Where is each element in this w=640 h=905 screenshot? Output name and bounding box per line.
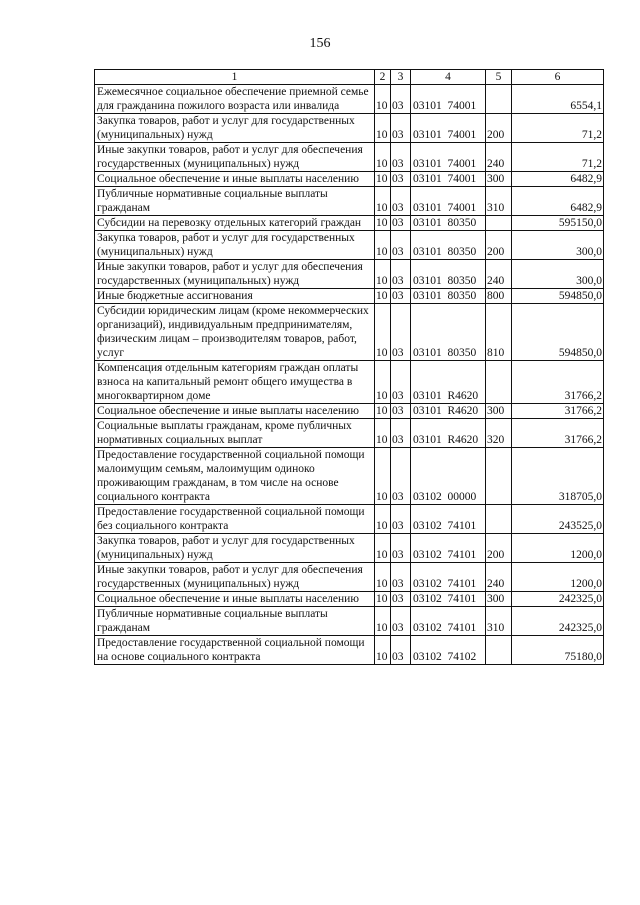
row-section: 10 bbox=[375, 534, 391, 563]
row-subsection: 03 bbox=[391, 260, 411, 289]
row-target-article: 03102 74101 bbox=[411, 563, 486, 592]
row-amount: 71,2 bbox=[512, 114, 604, 143]
row-name: Закупка товаров, работ и услуг для государственных (муниципальных) нужд bbox=[95, 534, 375, 563]
row-name: Иные закупки товаров, работ и услуг для обеспечения государственных (муниципальных) нужд bbox=[95, 143, 375, 172]
row-name: Социальное обеспечение и иные выплаты населению bbox=[95, 592, 375, 607]
table-row bbox=[95, 419, 604, 448]
row-target-article: 03101 74001 bbox=[411, 85, 486, 114]
row-amount: 242325,0 bbox=[512, 592, 604, 607]
row-subsection: 03 bbox=[391, 187, 411, 216]
row-amount: 6482,9 bbox=[512, 172, 604, 187]
row-target-article: 03101 R4620 bbox=[411, 419, 486, 448]
row-name: Компенсация отдельным категориям граждан оплаты взноса на капитальный ремонт общего имущества в многоквартирном доме bbox=[95, 361, 375, 404]
row-subsection: 03 bbox=[391, 592, 411, 607]
table-row bbox=[95, 260, 604, 289]
row-name: Предоставление государственной социальной помощи без социального контракта bbox=[95, 505, 375, 534]
table-row bbox=[95, 404, 604, 419]
table-row bbox=[95, 231, 604, 260]
row-subsection: 03 bbox=[391, 143, 411, 172]
table-row bbox=[95, 607, 604, 636]
row-subsection: 03 bbox=[391, 216, 411, 231]
row-target-article: 03101 74001 bbox=[411, 187, 486, 216]
row-target-article: 03102 74101 bbox=[411, 505, 486, 534]
row-target-article: 03102 74101 bbox=[411, 534, 486, 563]
header-subsection: 3 bbox=[391, 70, 411, 85]
row-section: 10 bbox=[375, 289, 391, 304]
row-subsection: 03 bbox=[391, 419, 411, 448]
row-name: Иные закупки товаров, работ и услуг для обеспечения государственных (муниципальных) нужд bbox=[95, 260, 375, 289]
row-section: 10 bbox=[375, 448, 391, 505]
row-amount: 75180,0 bbox=[512, 636, 604, 665]
row-expense-type bbox=[486, 85, 512, 114]
table-header-row bbox=[95, 70, 604, 85]
row-amount: 243525,0 bbox=[512, 505, 604, 534]
row-name: Иные закупки товаров, работ и услуг для обеспечения государственных (муниципальных) нужд bbox=[95, 563, 375, 592]
row-subsection: 03 bbox=[391, 636, 411, 665]
row-subsection: 03 bbox=[391, 304, 411, 361]
row-expense-type bbox=[486, 636, 512, 665]
row-section: 10 bbox=[375, 114, 391, 143]
row-target-article: 03101 74001 bbox=[411, 114, 486, 143]
row-target-article: 03102 74102 bbox=[411, 636, 486, 665]
row-name: Публичные нормативные социальные выплаты гражданам bbox=[95, 187, 375, 216]
row-name: Социальные выплаты гражданам, кроме публичных нормативных социальных выплат bbox=[95, 419, 375, 448]
table-row bbox=[95, 289, 604, 304]
row-subsection: 03 bbox=[391, 114, 411, 143]
row-subsection: 03 bbox=[391, 361, 411, 404]
table-row bbox=[95, 216, 604, 231]
row-subsection: 03 bbox=[391, 505, 411, 534]
row-target-article: 03102 00000 bbox=[411, 448, 486, 505]
row-section: 10 bbox=[375, 216, 391, 231]
row-name: Социальное обеспечение и иные выплаты населению bbox=[95, 404, 375, 419]
row-section: 10 bbox=[375, 231, 391, 260]
table-row bbox=[95, 143, 604, 172]
row-name: Публичные нормативные социальные выплаты гражданам bbox=[95, 607, 375, 636]
row-name: Предоставление государственной социальной помощи малоимущим семьям, малоимущим одиноко проживающим гражданам, в том числе на основе социального контракта bbox=[95, 448, 375, 505]
row-amount: 1200,0 bbox=[512, 563, 604, 592]
row-name: Иные бюджетные ассигнования bbox=[95, 289, 375, 304]
header-expense-type: 5 bbox=[486, 70, 512, 85]
row-subsection: 03 bbox=[391, 172, 411, 187]
row-section: 10 bbox=[375, 172, 391, 187]
row-section: 10 bbox=[375, 260, 391, 289]
header-target-article: 4 bbox=[411, 70, 486, 85]
row-section: 10 bbox=[375, 607, 391, 636]
row-target-article: 03101 74001 bbox=[411, 143, 486, 172]
row-name: Ежемесячное социальное обеспечение приемной семье для гражданина пожилого возраста или инвалида bbox=[95, 85, 375, 114]
row-section: 10 bbox=[375, 143, 391, 172]
row-target-article: 03101 80350 bbox=[411, 289, 486, 304]
row-name: Закупка товаров, работ и услуг для государственных (муниципальных) нужд bbox=[95, 231, 375, 260]
row-subsection: 03 bbox=[391, 231, 411, 260]
row-amount: 31766,2 bbox=[512, 404, 604, 419]
row-section: 10 bbox=[375, 636, 391, 665]
row-name: Предоставление государственной социальной помощи на основе социального контракта bbox=[95, 636, 375, 665]
row-amount: 300,0 bbox=[512, 260, 604, 289]
row-expense-type: 300 bbox=[486, 404, 512, 419]
row-amount: 71,2 bbox=[512, 143, 604, 172]
table-row bbox=[95, 304, 604, 361]
table-row bbox=[95, 361, 604, 404]
row-section: 10 bbox=[375, 85, 391, 114]
row-expense-type: 310 bbox=[486, 187, 512, 216]
row-expense-type: 300 bbox=[486, 592, 512, 607]
row-section: 10 bbox=[375, 404, 391, 419]
row-expense-type: 240 bbox=[486, 143, 512, 172]
row-amount: 1200,0 bbox=[512, 534, 604, 563]
header-amount: 6 bbox=[512, 70, 604, 85]
page-number: 156 bbox=[309, 36, 331, 51]
row-subsection: 03 bbox=[391, 289, 411, 304]
row-expense-type: 200 bbox=[486, 114, 512, 143]
row-expense-type: 800 bbox=[486, 289, 512, 304]
table-row bbox=[95, 85, 604, 114]
row-subsection: 03 bbox=[391, 85, 411, 114]
row-expense-type bbox=[486, 216, 512, 231]
row-target-article: 03102 74101 bbox=[411, 607, 486, 636]
row-expense-type: 810 bbox=[486, 304, 512, 361]
row-amount: 31766,2 bbox=[512, 419, 604, 448]
row-name: Субсидии юридическим лицам (кроме некоммерческих организаций), индивидуальным предпринимателям, физическим лицам – производителям товаров, работ, услуг bbox=[95, 304, 375, 361]
row-section: 10 bbox=[375, 361, 391, 404]
header-section: 2 bbox=[375, 70, 391, 85]
row-section: 10 bbox=[375, 592, 391, 607]
row-expense-type: 200 bbox=[486, 231, 512, 260]
row-amount: 6482,9 bbox=[512, 187, 604, 216]
row-name: Социальное обеспечение и иные выплаты населению bbox=[95, 172, 375, 187]
row-expense-type: 240 bbox=[486, 260, 512, 289]
row-target-article: 03101 80350 bbox=[411, 231, 486, 260]
table-row bbox=[95, 172, 604, 187]
table-row bbox=[95, 114, 604, 143]
row-target-article: 03101 80350 bbox=[411, 304, 486, 361]
row-expense-type bbox=[486, 505, 512, 534]
row-section: 10 bbox=[375, 505, 391, 534]
row-target-article: 03101 74001 bbox=[411, 172, 486, 187]
row-subsection: 03 bbox=[391, 607, 411, 636]
row-amount: 6554,1 bbox=[512, 85, 604, 114]
row-target-article: 03102 74101 bbox=[411, 592, 486, 607]
row-section: 10 bbox=[375, 419, 391, 448]
row-target-article: 03101 80350 bbox=[411, 260, 486, 289]
row-section: 10 bbox=[375, 304, 391, 361]
table-row bbox=[95, 592, 604, 607]
table-row bbox=[95, 187, 604, 216]
row-expense-type: 300 bbox=[486, 172, 512, 187]
table-row bbox=[95, 563, 604, 592]
row-section: 10 bbox=[375, 563, 391, 592]
row-name: Закупка товаров, работ и услуг для государственных (муниципальных) нужд bbox=[95, 114, 375, 143]
row-amount: 318705,0 bbox=[512, 448, 604, 505]
row-expense-type: 200 bbox=[486, 534, 512, 563]
row-amount: 594850,0 bbox=[512, 304, 604, 361]
row-amount: 595150,0 bbox=[512, 216, 604, 231]
row-target-article: 03101 80350 bbox=[411, 216, 486, 231]
row-target-article: 03101 R4620 bbox=[411, 404, 486, 419]
row-amount: 300,0 bbox=[512, 231, 604, 260]
row-subsection: 03 bbox=[391, 534, 411, 563]
row-expense-type: 320 bbox=[486, 419, 512, 448]
row-expense-type bbox=[486, 361, 512, 404]
row-amount: 594850,0 bbox=[512, 289, 604, 304]
table-row bbox=[95, 636, 604, 665]
row-expense-type: 310 bbox=[486, 607, 512, 636]
row-expense-type bbox=[486, 448, 512, 505]
row-expense-type: 240 bbox=[486, 563, 512, 592]
table-row bbox=[95, 505, 604, 534]
row-section: 10 bbox=[375, 187, 391, 216]
row-subsection: 03 bbox=[391, 404, 411, 419]
row-name: Субсидии на перевозку отдельных категорий граждан bbox=[95, 216, 375, 231]
row-subsection: 03 bbox=[391, 563, 411, 592]
table-row bbox=[95, 448, 604, 505]
row-target-article: 03101 R4620 bbox=[411, 361, 486, 404]
row-subsection: 03 bbox=[391, 448, 411, 505]
table-row bbox=[95, 534, 604, 563]
row-amount: 31766,2 bbox=[512, 361, 604, 404]
header-name: 1 bbox=[95, 70, 375, 85]
budget-table bbox=[94, 69, 604, 665]
row-amount: 242325,0 bbox=[512, 607, 604, 636]
